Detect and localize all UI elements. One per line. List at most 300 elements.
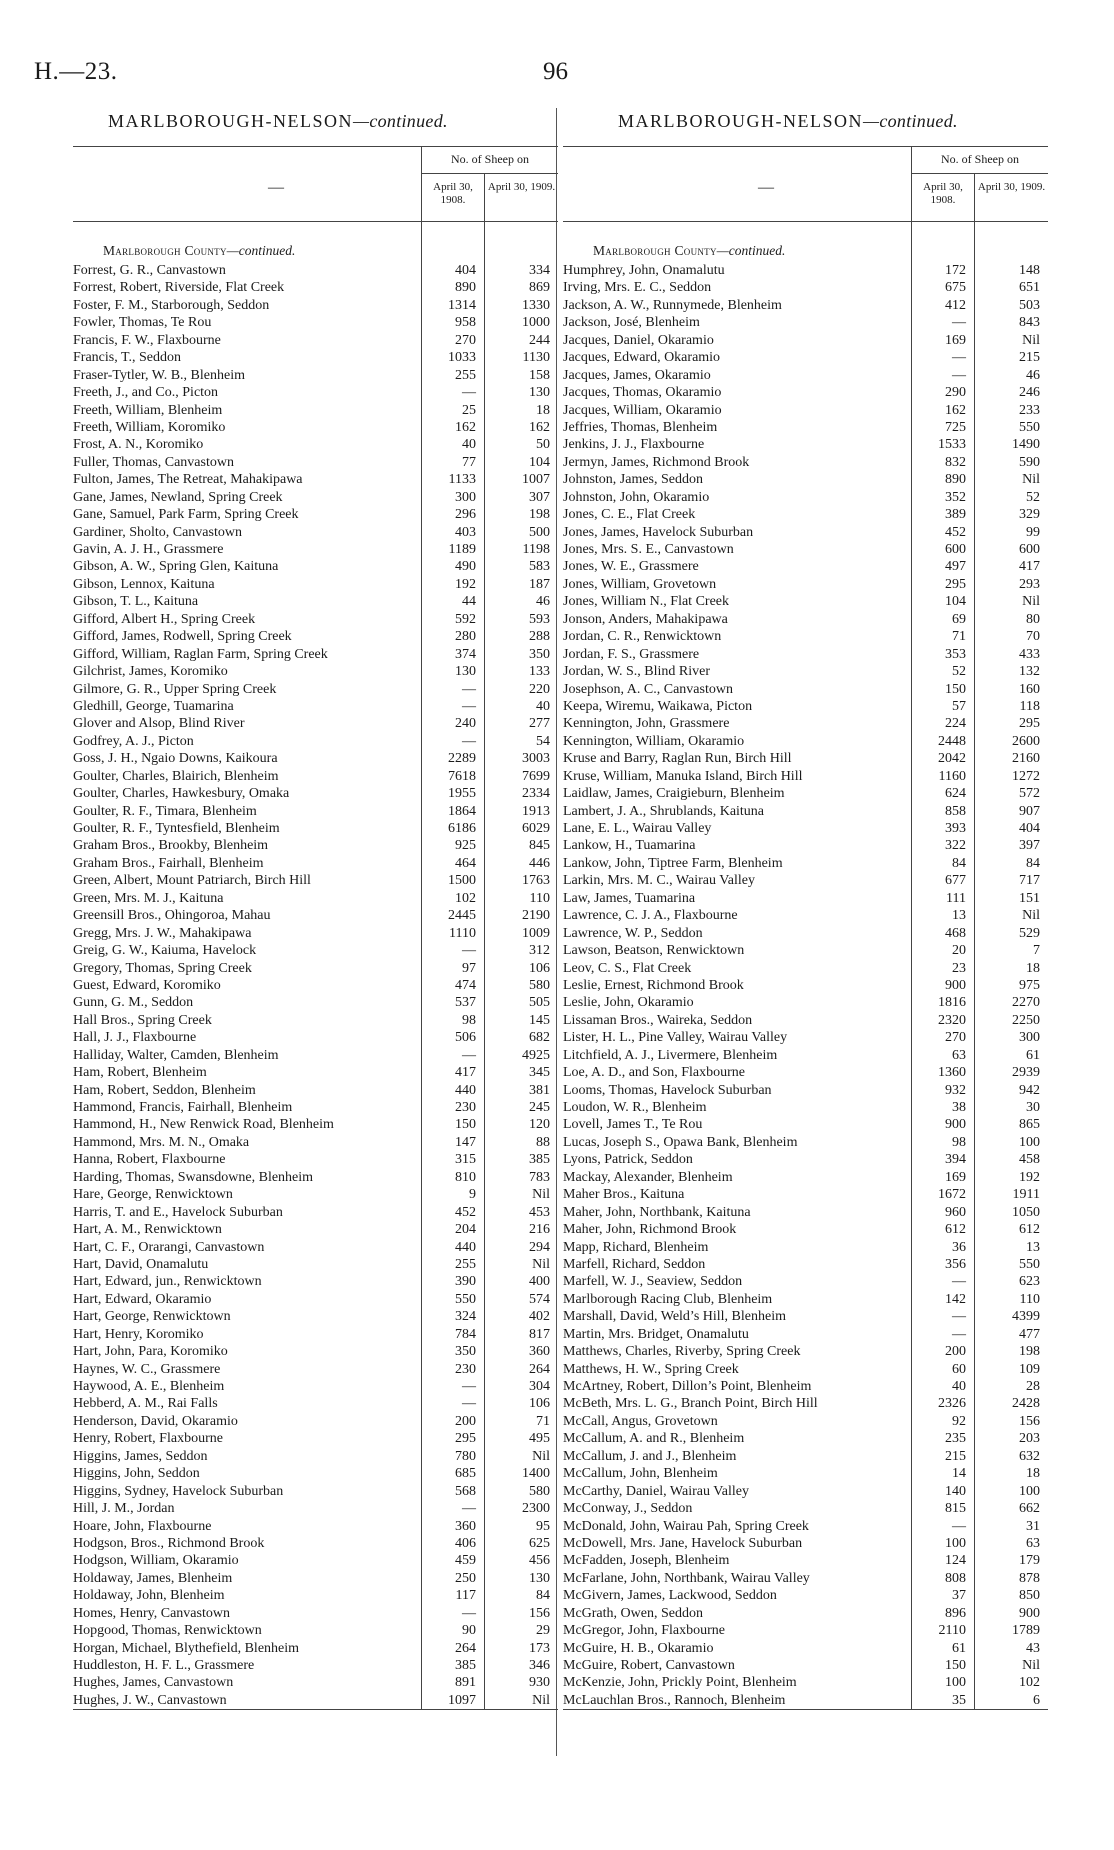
owner-name-cell: Holdaway, John, Blenheim — [73, 1588, 225, 1604]
table-row — [73, 1692, 558, 1709]
sheep-1908-cell: 13 — [952, 908, 966, 924]
owner-name-cell: Green, Albert, Mount Patriarch, Birch Hill — [73, 873, 311, 889]
table-body — [73, 222, 558, 1710]
owner-name-cell: Jackson, José, Blenheim — [563, 315, 700, 331]
sheep-1909-cell: 590 — [1019, 454, 1040, 470]
owner-name-cell: Jordan, W. S., Blind River — [563, 664, 711, 680]
table-row — [563, 1221, 1048, 1238]
sheep-1908-cell: 9 — [469, 1187, 476, 1203]
sheep-1909-cell: 2939 — [1012, 1065, 1040, 1081]
sheep-1909-cell: 6029 — [522, 821, 550, 836]
sheep-1909-cell: 593 — [529, 611, 550, 627]
table-row — [563, 890, 1048, 907]
sheep-1908-cell: 230 — [455, 1361, 476, 1377]
table-row — [73, 349, 558, 366]
sheep-1909-cell: 900 — [1019, 1605, 1040, 1621]
owner-name-cell: Jones, William, Grovetown — [563, 576, 717, 592]
owner-name-cell: Hart, David, Onamalutu — [73, 1256, 209, 1272]
table-row — [73, 593, 558, 610]
sheep-1909-cell: 132 — [1019, 664, 1040, 680]
sheep-1908-cell: 6186 — [448, 821, 476, 836]
page-number: 96 — [543, 58, 568, 85]
owner-name-cell: Matthews, H. W., Spring Creek — [563, 1361, 739, 1377]
owner-name-cell: Hill, J. M., Jordan — [73, 1501, 175, 1517]
owner-name-cell: Frost, A. N., Koromiko — [73, 437, 204, 453]
table-row — [563, 1029, 1048, 1046]
sheep-1909-cell: Nil — [1022, 908, 1040, 924]
owner-name-cell: McKenzie, John, Prickly Point, Blenheim — [563, 1675, 797, 1691]
owner-name-cell: Leov, C. S., Flat Creek — [563, 960, 692, 976]
date-1909-header: April 30, 1909. — [484, 173, 558, 221]
owner-name-cell: Higgins, Sydney, Havelock Suburban — [73, 1483, 284, 1499]
table-row — [563, 1657, 1048, 1674]
sheep-1908-cell: 60 — [952, 1361, 966, 1377]
sheep-1909-cell: 632 — [1019, 1448, 1040, 1464]
sheep-1908-cell: — — [462, 943, 476, 959]
sheep-1908-cell: — — [952, 1309, 966, 1325]
sheep-1908-cell: 84 — [952, 855, 966, 871]
table-row — [73, 1552, 558, 1569]
table-row — [73, 1239, 558, 1256]
sheep-1909-cell: 1330 — [522, 297, 550, 313]
sheep-1908-cell: 37 — [952, 1588, 966, 1604]
table-row — [73, 1413, 558, 1430]
sheep-1909-cell: 277 — [529, 716, 550, 732]
sheep-1908-cell: 685 — [455, 1466, 476, 1482]
sheep-1908-cell: 169 — [945, 1169, 966, 1185]
table-row — [73, 803, 558, 820]
table-row — [563, 558, 1048, 575]
sheep-1908-cell: 63 — [952, 1047, 966, 1063]
sheep-1909-cell: 84 — [536, 1588, 550, 1604]
sheep-1908-cell: 537 — [455, 995, 476, 1011]
owner-name-cell: Ham, Robert, Blenheim — [73, 1065, 207, 1081]
sheep-1908-cell: 2110 — [938, 1623, 966, 1639]
owner-name-cell: Hodgson, Bros., Richmond Brook — [73, 1535, 265, 1551]
table-row — [73, 872, 558, 889]
table-row — [73, 925, 558, 942]
sheep-1909-cell: 385 — [529, 1152, 550, 1168]
table-row — [73, 1395, 558, 1412]
owner-name-cell: McFarlane, John, Northbank, Wairau Valley — [563, 1570, 810, 1586]
left-table — [73, 146, 558, 1710]
sheep-1909-cell: 71 — [536, 1413, 550, 1429]
table-row — [563, 279, 1048, 296]
sheep-1909-cell: 360 — [529, 1344, 550, 1360]
owner-name-cell: Law, James, Tuamarina — [563, 890, 696, 906]
sheep-1908-cell: 235 — [945, 1431, 966, 1447]
owner-name-cell: Godfrey, A. J., Picton — [73, 733, 194, 749]
sheep-1908-cell: 300 — [455, 489, 476, 505]
sheep-1908-cell: 192 — [455, 576, 476, 592]
sheep-1908-cell: 780 — [455, 1448, 476, 1464]
owner-name-cell: Jacques, Daniel, Okaramio — [563, 332, 714, 348]
sheep-1909-cell: 233 — [1019, 402, 1040, 418]
owner-name-cell: Mackay, Alexander, Blenheim — [563, 1169, 733, 1185]
sheep-1909-cell: 1130 — [522, 350, 550, 366]
owner-name-cell: Jones, William N., Flat Creek — [563, 594, 729, 610]
owner-name-cell: Lawson, Beatson, Renwicktown — [563, 943, 745, 959]
sheep-1909-cell: 304 — [529, 1379, 550, 1394]
sheep-1909-cell: 109 — [1019, 1361, 1040, 1377]
sheep-1908-cell: — — [462, 733, 476, 749]
sheep-1909-cell: 2334 — [522, 786, 550, 802]
table-row — [563, 489, 1048, 506]
table-row — [73, 332, 558, 349]
owner-name-cell: Fraser-Tytler, W. B., Blenheim — [73, 367, 245, 383]
table-row — [563, 1448, 1048, 1465]
table-row — [563, 1692, 1048, 1709]
sheep-1909-cell: 433 — [1019, 646, 1040, 662]
sheep-1909-cell: 651 — [1019, 280, 1040, 296]
sheep-1908-cell: — — [952, 1326, 966, 1342]
owner-name-cell: Jacques, James, Okaramio — [563, 367, 711, 383]
sheep-1909-cell: 2270 — [1012, 995, 1040, 1011]
owner-name-cell: McDowell, Mrs. Jane, Havelock Suburban — [563, 1535, 803, 1551]
owner-name-cell: Jacques, Edward, Okaramio — [563, 350, 721, 366]
sheep-1908-cell: 900 — [945, 977, 966, 993]
left-column-heading: MARLBOROUGH-NELSON—continued. — [108, 111, 448, 131]
sheep-1909-cell: 843 — [1019, 315, 1040, 331]
table-row — [73, 419, 558, 436]
owner-name-cell: Johnston, James, Seddon — [563, 472, 703, 488]
table-row — [563, 1518, 1048, 1535]
table-row — [73, 1082, 558, 1099]
sheep-1908-cell: 295 — [455, 1431, 476, 1447]
owner-name-cell: Kruse and Barry, Raglan Run, Birch Hill — [563, 751, 792, 767]
owner-name-cell: Marfell, Richard, Seddon — [563, 1256, 706, 1272]
sheep-1908-cell: 20 — [952, 943, 966, 959]
sheep-1908-cell: 100 — [945, 1535, 966, 1551]
owner-name-cell: Gregg, Mrs. J. W., Mahakipawa — [73, 925, 252, 941]
table-row — [563, 1465, 1048, 1482]
county-subheading: Marlborough County—continued. — [103, 243, 296, 258]
owner-name-cell: Maher, John, Richmond Brook — [563, 1222, 737, 1238]
sheep-1909-cell: 1400 — [522, 1466, 550, 1482]
table-row — [73, 506, 558, 523]
sheep-1909-cell: 245 — [529, 1100, 550, 1115]
table-row — [73, 1570, 558, 1587]
table-row — [563, 1326, 1048, 1343]
owner-name-cell: Jones, C. E., Flat Creek — [563, 507, 696, 523]
owner-name-cell: Henderson, David, Okaramio — [73, 1413, 238, 1429]
table-row — [563, 872, 1048, 889]
owner-name-cell: Guest, Edward, Koromiko — [73, 977, 221, 993]
sheep-1908-cell: — — [462, 1605, 476, 1621]
sheep-1909-cell: 682 — [529, 1030, 550, 1046]
owner-name-cell: McGrath, Owen, Seddon — [563, 1605, 703, 1621]
table-row — [73, 558, 558, 575]
owner-name-cell: Lucas, Joseph S., Opawa Bank, Blenheim — [563, 1134, 798, 1150]
owner-name-cell: Freeth, William, Koromiko — [73, 419, 226, 435]
sheep-1909-cell: 404 — [1019, 821, 1040, 836]
table-row — [563, 384, 1048, 401]
table-row — [73, 1099, 558, 1116]
table-row — [563, 803, 1048, 820]
table-row — [73, 1029, 558, 1046]
sheep-1909-cell: 623 — [1019, 1274, 1040, 1290]
sheep-1909-cell: 61 — [1026, 1047, 1040, 1063]
sheep-1909-cell: 145 — [529, 1012, 550, 1028]
owner-name-cell: Hart, A. M., Renwicktown — [73, 1222, 222, 1238]
sheep-1908-cell: 2445 — [448, 908, 476, 924]
sheep-1909-cell: 869 — [529, 280, 550, 296]
owner-name-cell: Freeth, J., and Co., Picton — [73, 385, 219, 401]
table-row — [563, 1082, 1048, 1099]
sheep-1908-cell: 1189 — [448, 542, 476, 557]
sheep-1908-cell: 14 — [952, 1466, 966, 1482]
owner-name-cell: Josephson, A. C., Canvastown — [563, 681, 733, 697]
sheep-1908-cell: 1133 — [448, 472, 476, 488]
sheep-1909-cell: 110 — [529, 890, 550, 906]
owner-name-cell: Green, Mrs. M. J., Kaituna — [73, 890, 224, 906]
table-row — [563, 855, 1048, 872]
sheep-1909-cell: 4399 — [1012, 1309, 1040, 1325]
sheep-1908-cell: 350 — [455, 1344, 476, 1360]
table-row — [73, 1361, 558, 1378]
table-row — [73, 1169, 558, 1186]
table-row — [563, 262, 1048, 279]
sheep-1908-cell: 255 — [455, 367, 476, 383]
sheep-1908-cell: — — [462, 698, 476, 714]
sheep-1909-cell: 18 — [1026, 1466, 1040, 1482]
owner-name-cell: Graham Bros., Brookby, Blenheim — [73, 838, 269, 854]
owner-name-cell: Hall Bros., Spring Creek — [73, 1012, 212, 1028]
owner-name-cell: Goulter, Charles, Blairich, Blenheim — [73, 768, 279, 784]
owner-name-cell: McCarthy, Daniel, Wairau Valley — [563, 1483, 750, 1499]
owner-name-cell: Jones, Mrs. S. E., Canvastown — [563, 542, 734, 557]
owner-name-cell: Lane, E. L., Wairau Valley — [563, 821, 712, 836]
table-row — [73, 279, 558, 296]
table-row — [73, 471, 558, 488]
table-row — [73, 1273, 558, 1290]
sheep-1909-cell: 312 — [529, 943, 550, 959]
date-1908-header: April 30, 1908. — [911, 173, 974, 221]
table-row — [563, 820, 1048, 837]
right-table — [563, 146, 1048, 1710]
sheep-1909-cell: 162 — [529, 419, 550, 435]
owner-name-cell: Jacques, Thomas, Okaramio — [563, 385, 722, 401]
sheep-1908-cell: 808 — [945, 1570, 966, 1586]
table-row — [73, 1151, 558, 1168]
sheep-1909-cell: 865 — [1019, 1117, 1040, 1133]
owner-name-cell: Forrest, Robert, Riverside, Flat Creek — [73, 280, 285, 296]
table-row — [563, 942, 1048, 959]
owner-name-cell: McCallum, A. and R., Blenheim — [563, 1431, 745, 1447]
sheep-1908-cell: 204 — [455, 1222, 476, 1238]
owner-name-cell: Hart, Edward, Okaramio — [73, 1291, 212, 1307]
owner-name-cell: Marlborough Racing Club, Blenheim — [563, 1291, 773, 1307]
owner-name-cell: Fulton, James, The Retreat, Mahakipawa — [73, 472, 303, 488]
table-row — [73, 942, 558, 959]
sheep-1908-cell: 162 — [945, 402, 966, 418]
sheep-1909-cell: 100 — [1019, 1134, 1040, 1150]
table-row — [73, 436, 558, 453]
sheep-1908-cell: — — [462, 1047, 476, 1063]
table-row — [73, 524, 558, 541]
owner-name-cell: Hart, John, Para, Koromiko — [73, 1344, 228, 1360]
sheep-1908-cell: 624 — [945, 786, 966, 802]
sheep-1908-cell: 290 — [945, 385, 966, 401]
owner-name-cell: McCall, Angus, Grovetown — [563, 1413, 718, 1429]
table-row — [563, 1169, 1048, 1186]
sheep-1908-cell: 23 — [952, 960, 966, 976]
sheep-1908-cell: 452 — [945, 524, 966, 540]
table-row — [73, 750, 558, 767]
sheep-1909-cell: 930 — [529, 1675, 550, 1691]
table-row — [73, 489, 558, 506]
table-row — [563, 1535, 1048, 1552]
sheep-1909-cell: 7699 — [522, 768, 550, 784]
sheep-1909-cell: Nil — [532, 1256, 550, 1272]
sheep-1908-cell: 52 — [952, 664, 966, 680]
sheep-1908-cell: 98 — [952, 1134, 966, 1150]
sheep-1908-cell: 264 — [455, 1640, 476, 1656]
table-row — [73, 1256, 558, 1273]
sheep-1909-cell: Nil — [532, 1187, 550, 1203]
table-row — [73, 1430, 558, 1447]
sheep-1908-cell: 140 — [945, 1483, 966, 1499]
table-row — [73, 1326, 558, 1343]
sheep-1908-cell: 111 — [946, 890, 966, 906]
table-row — [563, 1430, 1048, 1447]
table-row — [73, 1134, 558, 1151]
sheep-1908-cell: 296 — [455, 507, 476, 523]
sheep-1909-cell: 179 — [1019, 1553, 1040, 1569]
sheep-1909-cell: 84 — [1026, 855, 1040, 871]
owner-name-cell: Jones, W. E., Grassmere — [563, 559, 699, 575]
sheep-1908-cell: 497 — [945, 559, 966, 575]
owner-name-cell: McDonald, John, Wairau Pah, Spring Creek — [563, 1518, 809, 1534]
table-row — [73, 1640, 558, 1657]
sheep-1909-cell: 456 — [529, 1553, 550, 1569]
sheep-1909-cell: 7 — [1033, 943, 1040, 959]
sheep-1908-cell: 612 — [945, 1222, 966, 1238]
table-row — [73, 1221, 558, 1238]
sheep-1908-cell: 417 — [455, 1065, 476, 1081]
owner-name-cell: Gane, Samuel, Park Farm, Spring Creek — [73, 507, 299, 523]
owner-name-cell: Gibson, T. L., Kaituna — [73, 594, 199, 610]
owner-name-cell: Jordan, F. S., Grassmere — [563, 646, 700, 662]
sheep-1909-cell: 505 — [529, 995, 550, 1011]
table-row — [73, 1291, 558, 1308]
sheep-1908-cell: 891 — [455, 1675, 476, 1691]
sheep-1909-cell: 783 — [529, 1169, 550, 1185]
sheep-1909-cell: 600 — [1019, 542, 1040, 557]
sheep-1908-cell: — — [462, 1396, 476, 1412]
sheep-1908-cell: 784 — [455, 1326, 476, 1342]
owner-name-cell: Hart, George, Renwicktown — [73, 1309, 231, 1325]
sheep-1909-cell: 345 — [529, 1065, 550, 1081]
sheep-1909-cell: 133 — [529, 664, 550, 680]
sheep-1909-cell: 198 — [529, 507, 550, 523]
table-row — [563, 750, 1048, 767]
table-row — [73, 1378, 558, 1395]
sheep-1908-cell: 1360 — [938, 1065, 966, 1081]
sheep-1909-cell: 29 — [536, 1623, 550, 1639]
table-row — [73, 297, 558, 314]
sheep-1908-cell: 1314 — [448, 297, 476, 313]
sheep-1908-cell: 322 — [945, 838, 966, 854]
sheep-count-header: No. of Sheep on — [421, 147, 558, 174]
sheep-1908-cell: 150 — [945, 1658, 966, 1673]
sheep-1908-cell: 1110 — [449, 925, 476, 941]
owner-name-cell: Goulter, Charles, Hawkesbury, Omaka — [73, 786, 290, 802]
owner-name-cell: Goulter, R. F., Tyntesfield, Blenheim — [73, 821, 280, 836]
owner-name-cell: Kennington, John, Grassmere — [563, 716, 730, 732]
table-row — [563, 1674, 1048, 1691]
table-row — [73, 1012, 558, 1029]
sheep-1909-cell: 130 — [529, 385, 550, 401]
sheep-1908-cell: 1533 — [938, 437, 966, 453]
table-row — [563, 541, 1048, 558]
sheep-1908-cell: 2448 — [938, 733, 966, 749]
owner-name-cell: Gifford, James, Rodwell, Spring Creek — [73, 629, 292, 645]
sheep-1909-cell: 46 — [536, 594, 550, 610]
sheep-1909-cell: 446 — [529, 855, 550, 871]
owner-name-cell: Hart, C. F., Orarangi, Canvastown — [73, 1239, 265, 1255]
name-column-header: — — [758, 179, 774, 196]
sheep-1909-cell: 402 — [529, 1309, 550, 1325]
sheep-1909-cell: 40 — [536, 698, 550, 714]
sheep-1909-cell: 288 — [529, 629, 550, 645]
owner-name-cell: Hammond, Mrs. M. N., Omaka — [73, 1134, 250, 1150]
sheep-1909-cell: 173 — [529, 1640, 550, 1656]
table-row — [563, 1413, 1048, 1430]
sheep-1908-cell: 35 — [952, 1692, 966, 1708]
sheep-1908-cell: — — [952, 350, 966, 366]
sheep-1909-cell: 293 — [1019, 576, 1040, 592]
table-row — [563, 611, 1048, 628]
sheep-1909-cell: 295 — [1019, 716, 1040, 732]
owner-name-cell: Litchfield, A. J., Livermere, Blenheim — [563, 1047, 778, 1063]
table-row — [73, 1674, 558, 1691]
sheep-1908-cell: 725 — [945, 419, 966, 435]
sheep-1908-cell: 69 — [952, 611, 966, 627]
sheep-1909-cell: 120 — [529, 1117, 550, 1133]
table-row — [73, 1535, 558, 1552]
owner-name-cell: Goss, J. H., Ngaio Downs, Kaikoura — [73, 751, 278, 767]
sheep-1908-cell: 393 — [945, 821, 966, 836]
table-row — [563, 733, 1048, 750]
table-row — [73, 262, 558, 279]
sheep-1909-cell: 99 — [1026, 524, 1040, 540]
owner-name-cell: Hebberd, A. M., Rai Falls — [73, 1396, 218, 1412]
sheep-1909-cell: 717 — [1019, 873, 1040, 889]
name-column-header: — — [268, 179, 284, 196]
sheep-1909-cell: Nil — [1022, 594, 1040, 610]
table-header — [563, 146, 1048, 222]
sheep-1908-cell: 925 — [455, 838, 476, 854]
sheep-1908-cell: 7618 — [448, 768, 476, 784]
owner-name-cell: Henry, Robert, Flaxbourne — [73, 1431, 223, 1447]
owner-name-cell: Gilmore, G. R., Upper Spring Creek — [73, 681, 277, 697]
sheep-1909-cell: 845 — [529, 838, 550, 854]
owner-name-cell: Loe, A. D., and Son, Flaxbourne — [563, 1065, 745, 1081]
sheep-1909-cell: 2190 — [522, 908, 550, 924]
table-row — [73, 454, 558, 471]
sheep-1908-cell: 440 — [455, 1082, 476, 1098]
table-row — [563, 768, 1048, 785]
sheep-1908-cell: 890 — [455, 280, 476, 296]
sheep-1908-cell: 40 — [952, 1379, 966, 1394]
sheep-1909-cell: 495 — [529, 1431, 550, 1447]
owner-name-cell: Hare, George, Renwicktown — [73, 1187, 233, 1203]
sheep-1908-cell: 506 — [455, 1030, 476, 1046]
table-row — [563, 715, 1048, 732]
date-1908-header: April 30, 1908. — [421, 173, 484, 221]
owner-name-cell: Haynes, W. C., Grassmere — [73, 1361, 221, 1377]
